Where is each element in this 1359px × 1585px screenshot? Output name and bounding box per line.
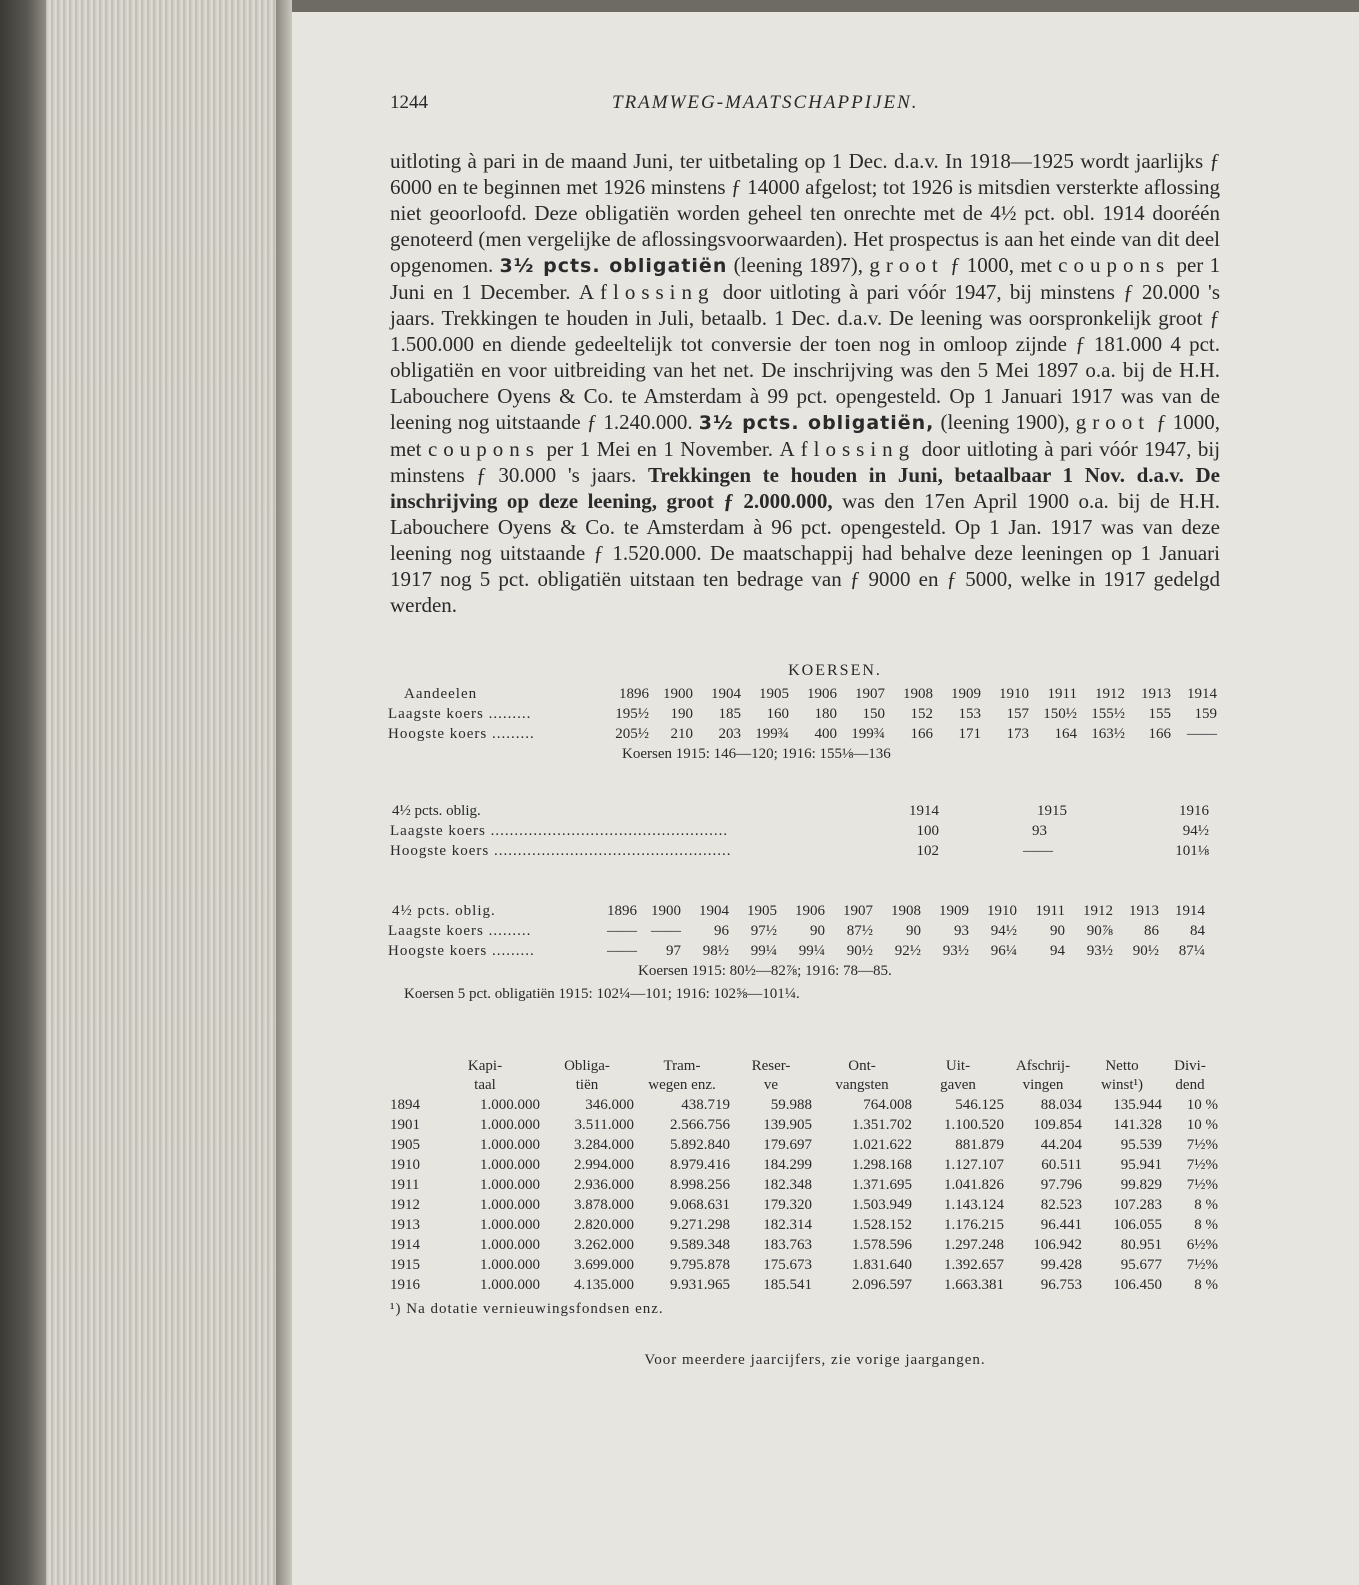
value-cell: 9.795.878 <box>670 1256 730 1273</box>
value-cell: —— <box>607 922 637 939</box>
value-cell: 7½% <box>1186 1156 1218 1173</box>
value-cell: 159 <box>1194 705 1217 722</box>
value-cell: 1.663.381 <box>944 1276 1004 1293</box>
value-cell: 102 <box>916 842 939 859</box>
table-row <box>390 1195 1218 1215</box>
row-label: Laagste koers ......... <box>388 922 532 939</box>
value-cell: 1.297.248 <box>944 1236 1004 1253</box>
year-cell: 1906 <box>807 685 837 702</box>
oblig-b-label: 4½ pcts. oblig. <box>392 902 496 919</box>
table-row <box>388 724 1217 744</box>
spaced-word-coupons-1: coupons <box>1058 253 1171 277</box>
value-cell: 1.351.702 <box>852 1116 912 1133</box>
value-cell: 109.854 <box>1033 1116 1082 1133</box>
value-cell: 1.503.949 <box>852 1196 912 1213</box>
value-cell: 1.528.152 <box>852 1216 912 1233</box>
year-cell: 1914 <box>1175 902 1205 919</box>
value-cell: 94½ <box>990 922 1017 939</box>
year-cell: 1908 <box>903 685 933 702</box>
column-header: vingen <box>1022 1077 1064 1093</box>
table-row <box>388 704 1217 724</box>
value-cell: 764.008 <box>863 1096 912 1113</box>
value-cell: 150 <box>862 705 885 722</box>
value-cell: 106.942 <box>1033 1236 1082 1253</box>
value-cell: 97 <box>666 942 681 959</box>
body-text-3c: per 1 Mei en 1 November. <box>546 437 774 461</box>
column-header: Afschrij- <box>1015 1058 1071 1074</box>
value-cell: 95.539 <box>1120 1136 1162 1153</box>
financial-table <box>390 1057 1218 1295</box>
value-cell: 93½ <box>942 942 969 959</box>
year-cell: 1913 <box>1129 902 1159 919</box>
value-cell: 2.096.597 <box>852 1276 912 1293</box>
table-row <box>390 1235 1218 1255</box>
value-cell: 1.176.215 <box>944 1216 1004 1233</box>
value-cell: 185 <box>718 705 741 722</box>
koersen-note-5pct: Koersen 5 pct. obligatiën 1915: 102¼—101; 1916: 102⅝—101¼. <box>404 986 800 1002</box>
value-cell: 3.511.000 <box>574 1116 634 1133</box>
year-cell: 1896 <box>607 902 637 919</box>
spaced-word-coupons-2: coupons <box>427 437 540 461</box>
value-cell: 1.000.000 <box>480 1156 540 1173</box>
value-cell: 203 <box>718 725 741 742</box>
year-cell: 1911 <box>390 1176 420 1193</box>
value-cell: 8.979.416 <box>670 1156 730 1173</box>
financial-table-body <box>390 1095 1218 1295</box>
value-cell: 173 <box>1006 725 1029 742</box>
row-label: Hoogste koers .................................................. <box>390 842 732 859</box>
value-cell: 90 <box>1050 922 1065 939</box>
value-cell: 95.677 <box>1120 1256 1162 1273</box>
value-cell: 8 % <box>1194 1216 1218 1233</box>
year-cell: 1916 <box>390 1276 420 1293</box>
value-cell: 1.021.622 <box>852 1136 912 1153</box>
year-cell: 1915 <box>390 1256 420 1273</box>
table-row <box>390 1095 1218 1115</box>
value-cell: 1.041.826 <box>944 1176 1004 1193</box>
column-header: taal <box>474 1077 496 1093</box>
table-row <box>390 1215 1218 1235</box>
value-cell: 2.820.000 <box>574 1216 634 1233</box>
value-cell: 7½% <box>1186 1176 1218 1193</box>
value-cell: 184.299 <box>763 1156 812 1173</box>
column-header: wegen enz. <box>648 1077 716 1093</box>
body-text-3d: door uitloting à pari vóór 1947, bij minstens ƒ 30.000 's jaars. <box>390 437 1221 487</box>
value-cell: 90½ <box>846 942 873 959</box>
value-cell: 1.000.000 <box>480 1116 540 1133</box>
value-cell: 87¼ <box>1178 942 1205 959</box>
value-cell: 97.796 <box>1040 1176 1082 1193</box>
value-cell: 96.753 <box>1040 1276 1082 1293</box>
oblig-a-koersen-table <box>390 801 1209 861</box>
year-cell: 1904 <box>699 902 729 919</box>
value-cell: 1.000.000 <box>480 1276 540 1293</box>
value-cell: 3.878.000 <box>574 1196 634 1213</box>
value-cell: 95.941 <box>1120 1156 1162 1173</box>
value-cell: 157 <box>1006 705 1029 722</box>
row-label: Laagste koers ......... <box>388 705 532 722</box>
value-cell: 5.892.840 <box>670 1136 730 1153</box>
value-cell: 3.262.000 <box>574 1236 634 1253</box>
value-cell: 90⅞ <box>1086 922 1113 939</box>
value-cell: 163½ <box>1091 725 1125 742</box>
body-text-2a: (leening 1897), <box>733 253 864 277</box>
column-header: Reser- <box>751 1058 791 1074</box>
body-text-bold: Trekkingen te houden in Juni, betaalbaar 1 Nov. d.a.v. De inschrijving op deze leening, groot ƒ 2.000.000, <box>390 463 1221 513</box>
value-cell: 93 <box>954 922 969 939</box>
value-cell: 1.143.124 <box>944 1196 1004 1213</box>
value-cell: 92½ <box>894 942 921 959</box>
value-cell: 94 <box>1050 942 1065 959</box>
year-cell: 1910 <box>987 902 1017 919</box>
value-cell: 4.135.000 <box>574 1276 634 1293</box>
value-cell: 1.000.000 <box>480 1196 540 1213</box>
value-cell: 2.936.000 <box>574 1176 634 1193</box>
value-cell: 9.931.965 <box>670 1276 730 1293</box>
spaced-word-aflossing-1: Aflossing <box>578 280 715 304</box>
value-cell: 9.068.631 <box>670 1196 730 1213</box>
value-cell: 182.348 <box>763 1176 812 1193</box>
year-cell: 1907 <box>843 902 873 919</box>
year-cell: 1910 <box>999 685 1029 702</box>
row-label: Laagste koers .................................................. <box>390 822 729 839</box>
body-text-1: uitloting à pari in de maand Juni, ter uitbetaling op 1 Dec. d.a.v. In 1918—1925 wordt jaarlijks ƒ 6000 en te beginnen met 1926 minstens ƒ 14000 afgelost; tot 1926 is mitsdien versterkte aflossing niet geoorloofd. Deze obligatiën worden geheel ten onrechte met de 4½ pct. obl. 1914 dooréén genoteerd (men vergelijke de aflossingsvoorwaarden). Het prospectus is aan het einde van dit deel opgenomen. <box>390 149 1220 277</box>
value-cell: 80.951 <box>1120 1236 1162 1253</box>
value-cell: 8 % <box>1194 1196 1218 1213</box>
value-cell: 153 <box>958 705 981 722</box>
value-cell: 1.100.520 <box>944 1116 1004 1133</box>
column-header: Netto <box>1105 1058 1139 1074</box>
value-cell: 60.511 <box>1041 1156 1082 1173</box>
year-cell: 1916 <box>1179 802 1209 819</box>
book-page <box>292 12 1359 1585</box>
value-cell: 1.000.000 <box>480 1216 540 1233</box>
section-heading-2: 3½ pcts. obligatiën, <box>698 412 935 434</box>
table-row <box>390 1155 1218 1175</box>
value-cell: 3.699.000 <box>574 1256 634 1273</box>
column-header: Uit- <box>945 1058 971 1074</box>
year-cell: 1905 <box>390 1136 420 1153</box>
column-header: Tram- <box>663 1058 701 1074</box>
year-cell: 1909 <box>951 685 981 702</box>
value-cell: —— <box>651 922 681 939</box>
value-cell: 1.831.640 <box>852 1256 912 1273</box>
year-cell: 1907 <box>855 685 885 702</box>
value-cell: 100 <box>916 822 939 839</box>
value-cell: 87½ <box>846 922 873 939</box>
value-cell: 7½% <box>1186 1256 1218 1273</box>
spaced-word-groot-2: groot <box>1075 410 1151 434</box>
year-cell: 1911 <box>1047 685 1077 702</box>
year-cell: 1896 <box>619 685 649 702</box>
value-cell: 166 <box>1148 725 1171 742</box>
value-cell: 346.000 <box>585 1096 634 1113</box>
value-cell: 84 <box>1190 922 1205 939</box>
body-text-3b: ƒ 1000, met <box>390 410 1221 461</box>
column-header: Divi- <box>1174 1058 1206 1074</box>
year-cell: 1913 <box>1141 685 1171 702</box>
value-cell: —— <box>607 942 637 959</box>
oblig-b-koersen-table <box>388 901 1205 961</box>
value-cell: 82.523 <box>1040 1196 1082 1213</box>
value-cell: 546.125 <box>955 1096 1004 1113</box>
spaced-word-aflossing-2: Aflossing <box>779 437 916 461</box>
koersen-note-aandeelen: Koersen 1915: 146—120; 1916: 155⅛—136 <box>622 746 891 762</box>
value-cell: 99.428 <box>1040 1256 1082 1273</box>
value-cell: 199¾ <box>755 725 789 742</box>
year-cell: 1912 <box>1095 685 1125 702</box>
value-cell: —— <box>1187 725 1217 742</box>
value-cell: 8.998.256 <box>670 1176 730 1193</box>
aandeelen-koersen-table <box>388 684 1217 744</box>
value-cell: 1.000.000 <box>480 1236 540 1253</box>
value-cell: 7½% <box>1186 1136 1218 1153</box>
footnote: ¹) Na dotatie vernieuwingsfondsen enz. <box>390 1301 664 1317</box>
value-cell: 1.371.695 <box>852 1176 912 1193</box>
table-row <box>390 1135 1218 1155</box>
value-cell: 179.697 <box>763 1136 812 1153</box>
value-cell: 96.441 <box>1040 1216 1082 1233</box>
value-cell: 195½ <box>615 705 649 722</box>
table-row <box>390 821 1209 841</box>
body-paragraph <box>390 148 1220 618</box>
body-text-2d: door uitloting à pari vóór 1947, bij minstens ƒ 20.000 's jaars. Trekkingen te houden in Juli, betaalb. 1 Dec. d.a.v. De leening was oorspronkelijk groot ƒ 1.500.000 en diende gedeeltelijk tot conversie der toen nog in omloop zijnde ƒ 181.000 4 pct. obligatiën en voor uitbreiding van het net. De inschrijving was den 5 Mei 1897 o.a. bij de H.H. Labouchere Oyens & Co. te Amsterdam à 99 pct. opengesteld. Op 1 Januari 1917 was van de leening nog uitstaande ƒ 1.240.000. <box>390 280 1221 434</box>
value-cell: 166 <box>910 725 933 742</box>
year-cell: 1913 <box>390 1216 420 1233</box>
value-cell: 141.328 <box>1113 1116 1162 1133</box>
value-cell: 210 <box>670 725 693 742</box>
year-cell: 1909 <box>939 902 969 919</box>
value-cell: 97½ <box>750 922 777 939</box>
value-cell: 1.298.168 <box>852 1156 912 1173</box>
year-cell: 1906 <box>795 902 825 919</box>
table-header-row <box>390 1076 1218 1095</box>
value-cell: 155½ <box>1091 705 1125 722</box>
closing-note: Voor meerdere jaarcijfers, zie vorige jaargangen. <box>644 1352 986 1368</box>
body-text-3e: was den 17en April 1900 o.a. bij de H.H. Labouchere Oyens & Co. te Amsterdam à 96 pct. opengesteld. Op 1 Jan. 1917 was van deze leening nog uitstaande ƒ 1.520.000. De maatschappij had behalve deze leeningen op 1 Januari 1917 nog 5 pct. obligatiën uitstaan ten bedrage van ƒ 9000 en ƒ 5000, welke in 1917 gedelgd werden. <box>390 489 1221 617</box>
year-cell: 1901 <box>390 1116 420 1133</box>
oblig-a-header-row <box>390 801 1209 821</box>
value-cell: 99¼ <box>750 942 777 959</box>
value-cell: 164 <box>1054 725 1077 742</box>
value-cell: 99.829 <box>1120 1176 1162 1193</box>
column-header: vangsten <box>835 1077 889 1093</box>
value-cell: 106.055 <box>1113 1216 1162 1233</box>
value-cell: 93 <box>1032 822 1047 839</box>
value-cell: 101⅛ <box>1175 842 1209 859</box>
value-cell: 171 <box>958 725 981 742</box>
value-cell: 90 <box>810 922 825 939</box>
section-heading-1: 3½ pcts. obligatiën <box>499 255 728 277</box>
value-cell: 96¼ <box>990 942 1017 959</box>
value-cell: 190 <box>670 705 693 722</box>
value-cell: 9.589.348 <box>670 1236 730 1253</box>
spaced-word-groot-1: groot <box>869 253 944 277</box>
value-cell: 179.320 <box>763 1196 812 1213</box>
value-cell: —— <box>1023 842 1053 859</box>
row-label: Hoogste koers ......... <box>388 725 535 742</box>
value-cell: 185.541 <box>763 1276 812 1293</box>
value-cell: 1.578.596 <box>852 1236 912 1253</box>
table-row <box>390 1175 1218 1195</box>
year-cell: 1911 <box>1035 902 1065 919</box>
value-cell: 400 <box>814 725 837 742</box>
page-header <box>390 92 1220 128</box>
value-cell: 881.879 <box>955 1136 1004 1153</box>
value-cell: 88.034 <box>1040 1096 1082 1113</box>
value-cell: 8 % <box>1194 1276 1218 1293</box>
year-cell: 1910 <box>390 1156 420 1173</box>
year-cell: 1905 <box>759 685 789 702</box>
year-cell: 1894 <box>390 1096 420 1113</box>
value-cell: 1.000.000 <box>480 1096 540 1113</box>
table-row <box>390 1255 1218 1275</box>
row-label: Hoogste koers ......... <box>388 942 535 959</box>
column-header: tiën <box>575 1077 599 1093</box>
value-cell: 139.905 <box>763 1116 812 1133</box>
value-cell: 10 % <box>1186 1116 1218 1133</box>
table-row <box>390 1275 1218 1295</box>
value-cell: 1.127.107 <box>944 1156 1004 1173</box>
table-header-row <box>390 1057 1218 1076</box>
column-header: dend <box>1175 1077 1205 1093</box>
value-cell: 10 % <box>1186 1096 1218 1113</box>
column-header: Kapi- <box>467 1058 503 1074</box>
page-number: 1244 <box>390 92 428 113</box>
aandeelen-header-row <box>388 684 1217 704</box>
table-row <box>390 1115 1218 1135</box>
value-cell: 6½% <box>1186 1236 1218 1253</box>
value-cell: 2.566.756 <box>670 1116 730 1133</box>
value-cell: 205½ <box>615 725 649 742</box>
value-cell: 1.392.657 <box>944 1256 1004 1273</box>
value-cell: 9.271.298 <box>670 1216 730 1233</box>
column-header: ve <box>763 1077 779 1093</box>
value-cell: 1.000.000 <box>480 1176 540 1193</box>
book-page-edges <box>0 0 292 1585</box>
body-text-3a: (leening 1900), <box>940 410 1070 434</box>
table-row <box>388 941 1205 961</box>
value-cell: 44.204 <box>1040 1136 1082 1153</box>
column-header: Obliga- <box>564 1058 610 1074</box>
year-cell: 1908 <box>891 902 921 919</box>
year-cell: 1905 <box>747 902 777 919</box>
value-cell: 99¼ <box>798 942 825 959</box>
year-cell: 1912 <box>1083 902 1113 919</box>
value-cell: 94½ <box>1182 822 1209 839</box>
value-cell: 175.673 <box>763 1256 812 1273</box>
column-header: Ont- <box>848 1058 876 1074</box>
year-cell: 1900 <box>663 685 693 702</box>
value-cell: 1.000.000 <box>480 1256 540 1273</box>
value-cell: 150½ <box>1043 705 1077 722</box>
value-cell: 98½ <box>702 942 729 959</box>
value-cell: 199¾ <box>851 725 885 742</box>
value-cell: 152 <box>910 705 933 722</box>
value-cell: 438.719 <box>681 1096 730 1113</box>
oblig-a-label: 4½ pcts. oblig. <box>392 802 481 819</box>
page-title: TRAMWEG-MAATSCHAPPIJEN. <box>612 92 919 113</box>
column-header <box>390 1057 430 1076</box>
value-cell: 3.284.000 <box>574 1136 634 1153</box>
year-cell: 1900 <box>651 902 681 919</box>
year-cell: 1914 <box>909 802 939 819</box>
table-row <box>390 841 1209 861</box>
year-cell: 1912 <box>390 1196 420 1213</box>
value-cell: 106.450 <box>1113 1276 1162 1293</box>
year-cell: 1914 <box>390 1236 420 1253</box>
value-cell: 160 <box>766 705 789 722</box>
value-cell: 182.314 <box>763 1216 812 1233</box>
value-cell: 90½ <box>1132 942 1159 959</box>
value-cell: 183.763 <box>763 1236 812 1253</box>
value-cell: 155 <box>1148 705 1171 722</box>
koersen-note-oblig: Koersen 1915: 80½—82⅞; 1916: 78—85. <box>638 963 892 979</box>
aandeelen-label: Aandeelen <box>404 685 478 702</box>
value-cell: 59.988 <box>770 1096 812 1113</box>
page-content <box>390 92 1220 1369</box>
value-cell: 93½ <box>1086 942 1113 959</box>
column-header: gaven <box>940 1077 976 1093</box>
value-cell: 180 <box>814 705 837 722</box>
value-cell: 90 <box>906 922 921 939</box>
value-cell: 1.000.000 <box>480 1136 540 1153</box>
value-cell: 96 <box>714 922 729 939</box>
year-cell: 1904 <box>711 685 741 702</box>
oblig-b-header-row <box>388 901 1205 921</box>
column-header <box>390 1076 430 1095</box>
year-cell: 1915 <box>1037 802 1067 819</box>
value-cell: 135.944 <box>1113 1096 1162 1113</box>
year-cell: 1914 <box>1187 685 1217 702</box>
body-text-2c: per 1 Juni en 1 December. <box>390 253 1221 304</box>
value-cell: 107.283 <box>1113 1196 1162 1213</box>
column-header: winst¹) <box>1101 1077 1143 1093</box>
body-text-2b: ƒ 1000, met <box>949 253 1052 277</box>
koersen-heading: KOERSEN. <box>788 662 882 679</box>
value-cell: 2.994.000 <box>574 1156 634 1173</box>
table-row <box>388 921 1205 941</box>
value-cell: 86 <box>1144 922 1159 939</box>
